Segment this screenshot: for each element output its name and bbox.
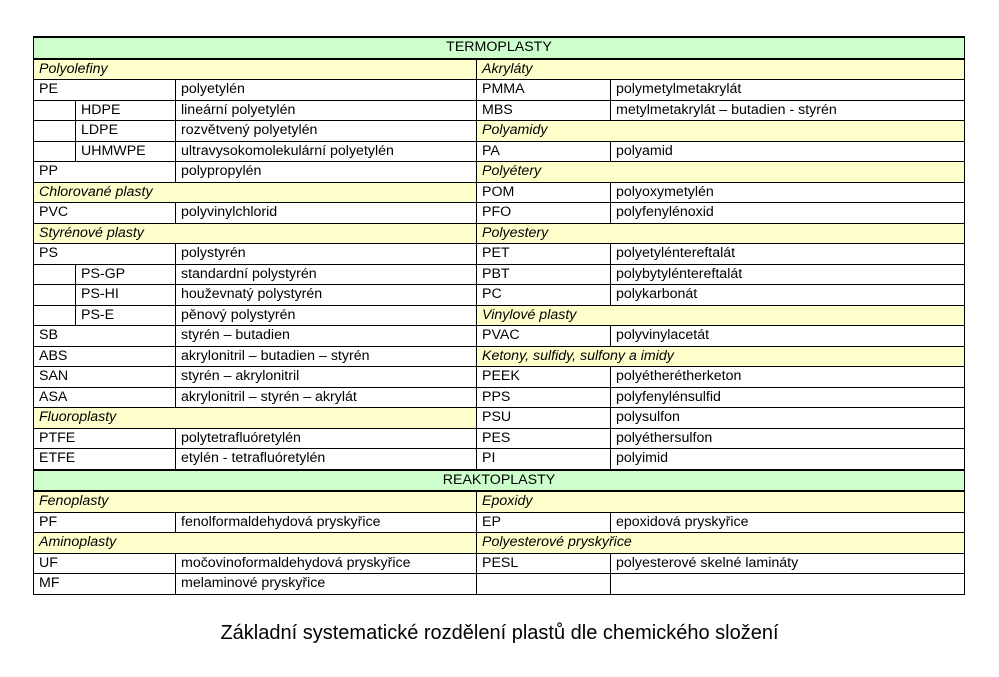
name-cell: polyesterové skelné lamináty	[611, 553, 965, 574]
name-cell: polyétherétherketon	[611, 367, 965, 388]
table-row	[34, 141, 965, 162]
abbreviation-cell: PC	[477, 285, 611, 306]
name-cell: polymetylmetakrylát	[611, 80, 965, 101]
indent-cell	[34, 100, 76, 121]
category-cell: Polyétery	[477, 162, 965, 183]
abbreviation-cell: UF	[34, 553, 176, 574]
table-row	[34, 553, 965, 574]
table-row	[34, 203, 965, 224]
name-cell: polybytyléntereftalát	[611, 264, 965, 285]
abbreviation-cell: PTFE	[34, 428, 176, 449]
abbreviation-cell: PPS	[477, 387, 611, 408]
table-row	[34, 121, 965, 142]
abbreviation-cell: PES	[477, 428, 611, 449]
abbreviation-cell: MBS	[477, 100, 611, 121]
abbreviation-cell: PS-GP	[76, 264, 176, 285]
name-cell	[611, 574, 965, 595]
section-header-row	[34, 37, 965, 59]
table-row	[34, 326, 965, 347]
abbreviation-cell: PFO	[477, 203, 611, 224]
table-row	[34, 264, 965, 285]
section-title: REAKTOPLASTY	[34, 470, 965, 492]
name-cell: akrylonitril – butadien – styrén	[176, 346, 477, 367]
name-cell: polyetylén	[176, 80, 477, 101]
name-cell: standardní polystyrén	[176, 264, 477, 285]
abbreviation-cell: ASA	[34, 387, 176, 408]
table-row	[34, 305, 965, 326]
plastics-classification-table	[33, 36, 965, 595]
abbreviation-cell: PET	[477, 244, 611, 265]
category-cell: Epoxidy	[477, 491, 965, 512]
abbreviation-cell: POM	[477, 182, 611, 203]
table-row	[34, 59, 965, 80]
table-row	[34, 387, 965, 408]
abbreviation-cell: PS	[34, 244, 176, 265]
abbreviation-cell: PI	[477, 449, 611, 470]
table-row	[34, 449, 965, 470]
name-cell: polypropylén	[176, 162, 477, 183]
abbreviation-cell	[477, 574, 611, 595]
abbreviation-cell: PF	[34, 512, 176, 533]
abbreviation-cell: PS-HI	[76, 285, 176, 306]
abbreviation-cell: PP	[34, 162, 176, 183]
abbreviation-cell: LDPE	[76, 121, 176, 142]
section-title: TERMOPLASTY	[34, 37, 965, 59]
name-cell: polysulfon	[611, 408, 965, 429]
abbreviation-cell: PESL	[477, 553, 611, 574]
name-cell: polytetrafluóretylén	[176, 428, 477, 449]
category-cell: Polyestery	[477, 223, 965, 244]
name-cell: polystyrén	[176, 244, 477, 265]
indent-cell	[34, 121, 76, 142]
category-cell: Polyolefiny	[34, 59, 477, 80]
name-cell: rozvětvený polyetylén	[176, 121, 477, 142]
name-cell: houževnatý polystyrén	[176, 285, 477, 306]
category-cell: Aminoplasty	[34, 533, 477, 554]
indent-cell	[34, 141, 76, 162]
abbreviation-cell: PEEK	[477, 367, 611, 388]
name-cell: polyamid	[611, 141, 965, 162]
table-caption: Základní systematické rozdělení plastů dle chemického složení	[220, 622, 779, 644]
table-row	[34, 223, 965, 244]
abbreviation-cell: UHMWPE	[76, 141, 176, 162]
category-cell: Polyamidy	[477, 121, 965, 142]
category-cell: Fluoroplasty	[34, 408, 477, 429]
category-cell: Fenoplasty	[34, 491, 477, 512]
name-cell: polyvinylacetát	[611, 326, 965, 347]
category-cell: Akryláty	[477, 59, 965, 80]
name-cell: styrén – butadien	[176, 326, 477, 347]
name-cell: polyimid	[611, 449, 965, 470]
abbreviation-cell: PVC	[34, 203, 176, 224]
abbreviation-cell: PS-E	[76, 305, 176, 326]
table-row	[34, 491, 965, 512]
abbreviation-cell: MF	[34, 574, 176, 595]
section-header-row	[34, 470, 965, 492]
table-row	[34, 80, 965, 101]
name-cell: etylén - tetrafluóretylén	[176, 449, 477, 470]
table-row	[34, 408, 965, 429]
name-cell: polyéthersulfon	[611, 428, 965, 449]
abbreviation-cell: HDPE	[76, 100, 176, 121]
name-cell: močovinoformaldehydová pryskyřice	[176, 553, 477, 574]
name-cell: akrylonitril – styrén – akrylát	[176, 387, 477, 408]
table-row	[34, 574, 965, 595]
abbreviation-cell: PBT	[477, 264, 611, 285]
name-cell: polyfenylénoxid	[611, 203, 965, 224]
table-row	[34, 285, 965, 306]
table-row	[34, 182, 965, 203]
name-cell: epoxidová pryskyřice	[611, 512, 965, 533]
abbreviation-cell: SAN	[34, 367, 176, 388]
indent-cell	[34, 305, 76, 326]
table-row	[34, 100, 965, 121]
indent-cell	[34, 264, 76, 285]
abbreviation-cell: SB	[34, 326, 176, 347]
name-cell: polyoxymetylén	[611, 182, 965, 203]
table-row	[34, 533, 965, 554]
abbreviation-cell: PVAC	[477, 326, 611, 347]
table-row	[34, 367, 965, 388]
abbreviation-cell: ETFE	[34, 449, 176, 470]
table-row	[34, 428, 965, 449]
table-row	[34, 512, 965, 533]
indent-cell	[34, 285, 76, 306]
table-row	[34, 244, 965, 265]
name-cell: polyvinylchlorid	[176, 203, 477, 224]
name-cell: fenolformaldehydová pryskyřice	[176, 512, 477, 533]
category-cell: Polyesterové pryskyřice	[477, 533, 965, 554]
category-cell: Ketony, sulfidy, sulfony a imidy	[477, 346, 965, 367]
abbreviation-cell: EP	[477, 512, 611, 533]
name-cell: metylmetakrylát – butadien - styrén	[611, 100, 965, 121]
category-cell: Styrénové plasty	[34, 223, 477, 244]
name-cell: pěnový polystyrén	[176, 305, 477, 326]
abbreviation-cell: ABS	[34, 346, 176, 367]
abbreviation-cell: PE	[34, 80, 176, 101]
name-cell: lineární polyetylén	[176, 100, 477, 121]
table-row	[34, 346, 965, 367]
name-cell: polyfenylénsulfid	[611, 387, 965, 408]
category-cell: Vinylové plasty	[477, 305, 965, 326]
abbreviation-cell: PA	[477, 141, 611, 162]
name-cell: ultravysokomolekulární polyetylén	[176, 141, 477, 162]
abbreviation-cell: PSU	[477, 408, 611, 429]
table-row	[34, 162, 965, 183]
name-cell: styrén – akrylonitril	[176, 367, 477, 388]
category-cell: Chlorované plasty	[34, 182, 477, 203]
name-cell: polyetyléntereftalát	[611, 244, 965, 265]
abbreviation-cell: PMMA	[477, 80, 611, 101]
name-cell: melaminové pryskyřice	[176, 574, 477, 595]
name-cell: polykarbonát	[611, 285, 965, 306]
